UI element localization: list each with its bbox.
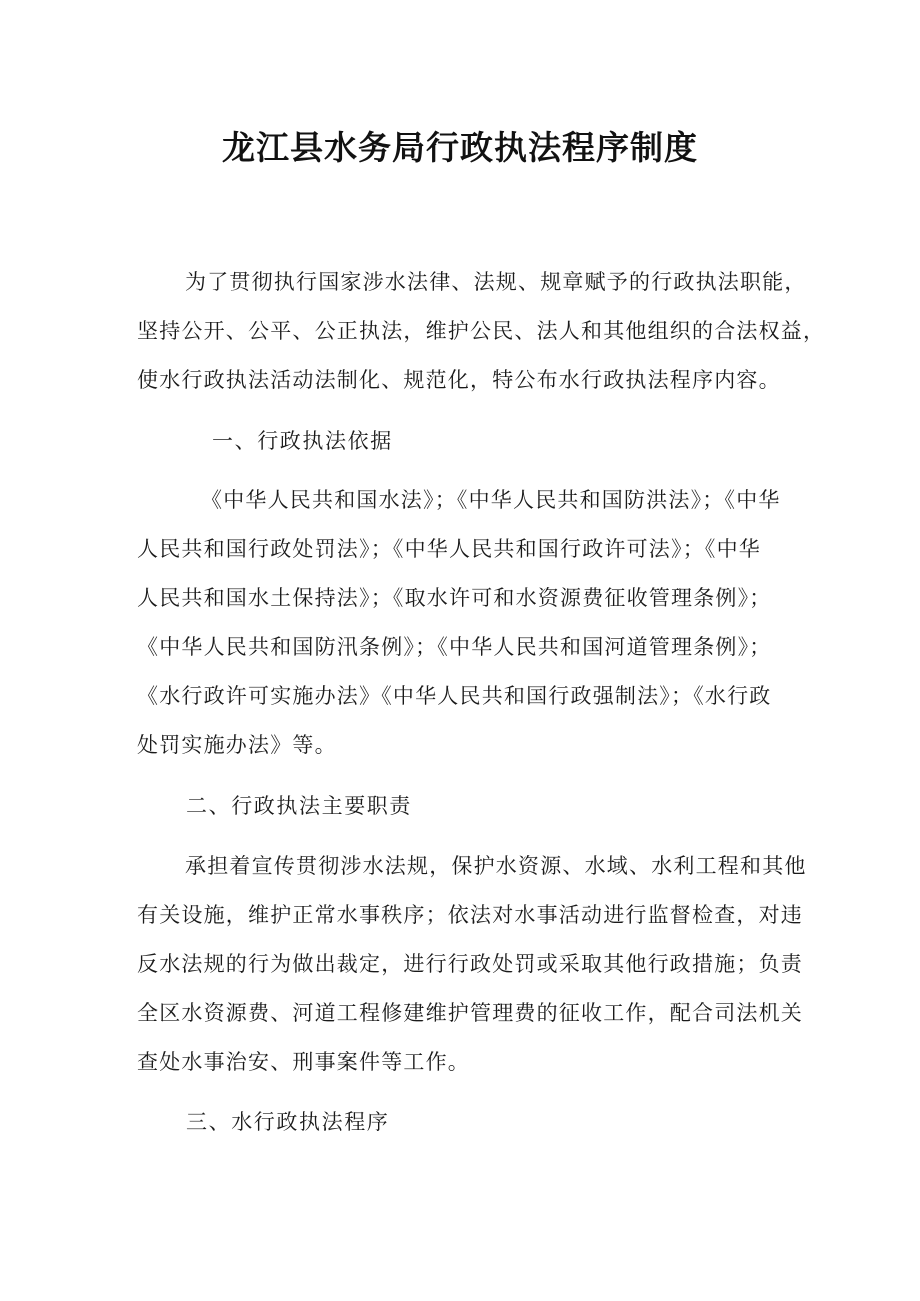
basis-line: 人民共和国行政处罚法》；《中华人民共和国行政许可法》；《中华 xyxy=(137,537,761,561)
duties-line: 查处水事治安、刑事案件等工作。 xyxy=(137,1050,470,1074)
basis-line: 《中华人民共和国水法》；《中华人民共和国防洪法》；《中华 xyxy=(201,488,781,512)
section-heading-basis: 一、行政执法依据 xyxy=(212,429,393,453)
duties-paragraph xyxy=(137,842,807,1087)
intro-paragraph xyxy=(137,258,826,405)
basis-line: 处罚实施办法》等。 xyxy=(137,733,337,757)
basis-line: 人民共和国水土保持法》；《取水许可和水资源费征收管理条例》； xyxy=(137,586,772,610)
duties-line: 反水法规的行为做出裁定，进行行政处罚或采取其他行政措施；负责 xyxy=(137,952,803,976)
basis-line: 《水行政许可实施办法》《中华人民共和国行政强制法》；《水行政 xyxy=(137,684,772,708)
section-heading-duties: 二、行政执法主要职责 xyxy=(186,794,412,818)
duties-line: 有关设施，维护正常水事秩序；依法对水事活动进行监督检查，对违 xyxy=(137,903,803,927)
basis-paragraph xyxy=(137,476,791,770)
intro-line: 坚持公开、公平、公正执法，维护公民、法人和其他组织的合法权益， xyxy=(137,319,826,343)
duties-line: 全区水资源费、河道工程修建维护管理费的征收工作，配合司法机关 xyxy=(137,1001,803,1025)
duties-line: 承担着宣传贯彻涉水法规，保护水资源、水域、水利工程和其他 xyxy=(185,854,807,878)
page-title: 龙江县水务局行政执法程序制度 xyxy=(222,128,698,167)
section-heading-procedure: 三、水行政执法程序 xyxy=(186,1110,390,1134)
intro-line: 为了贯彻执行国家涉水法律、法规、规章赋予的行政执法职能， xyxy=(185,270,807,294)
intro-line: 使水行政执法活动法制化、规范化，特公布水行政执法程序内容。 xyxy=(137,368,781,392)
basis-line: 《中华人民共和国防汛条例》；《中华人民共和国河道管理条例》； xyxy=(137,635,772,659)
